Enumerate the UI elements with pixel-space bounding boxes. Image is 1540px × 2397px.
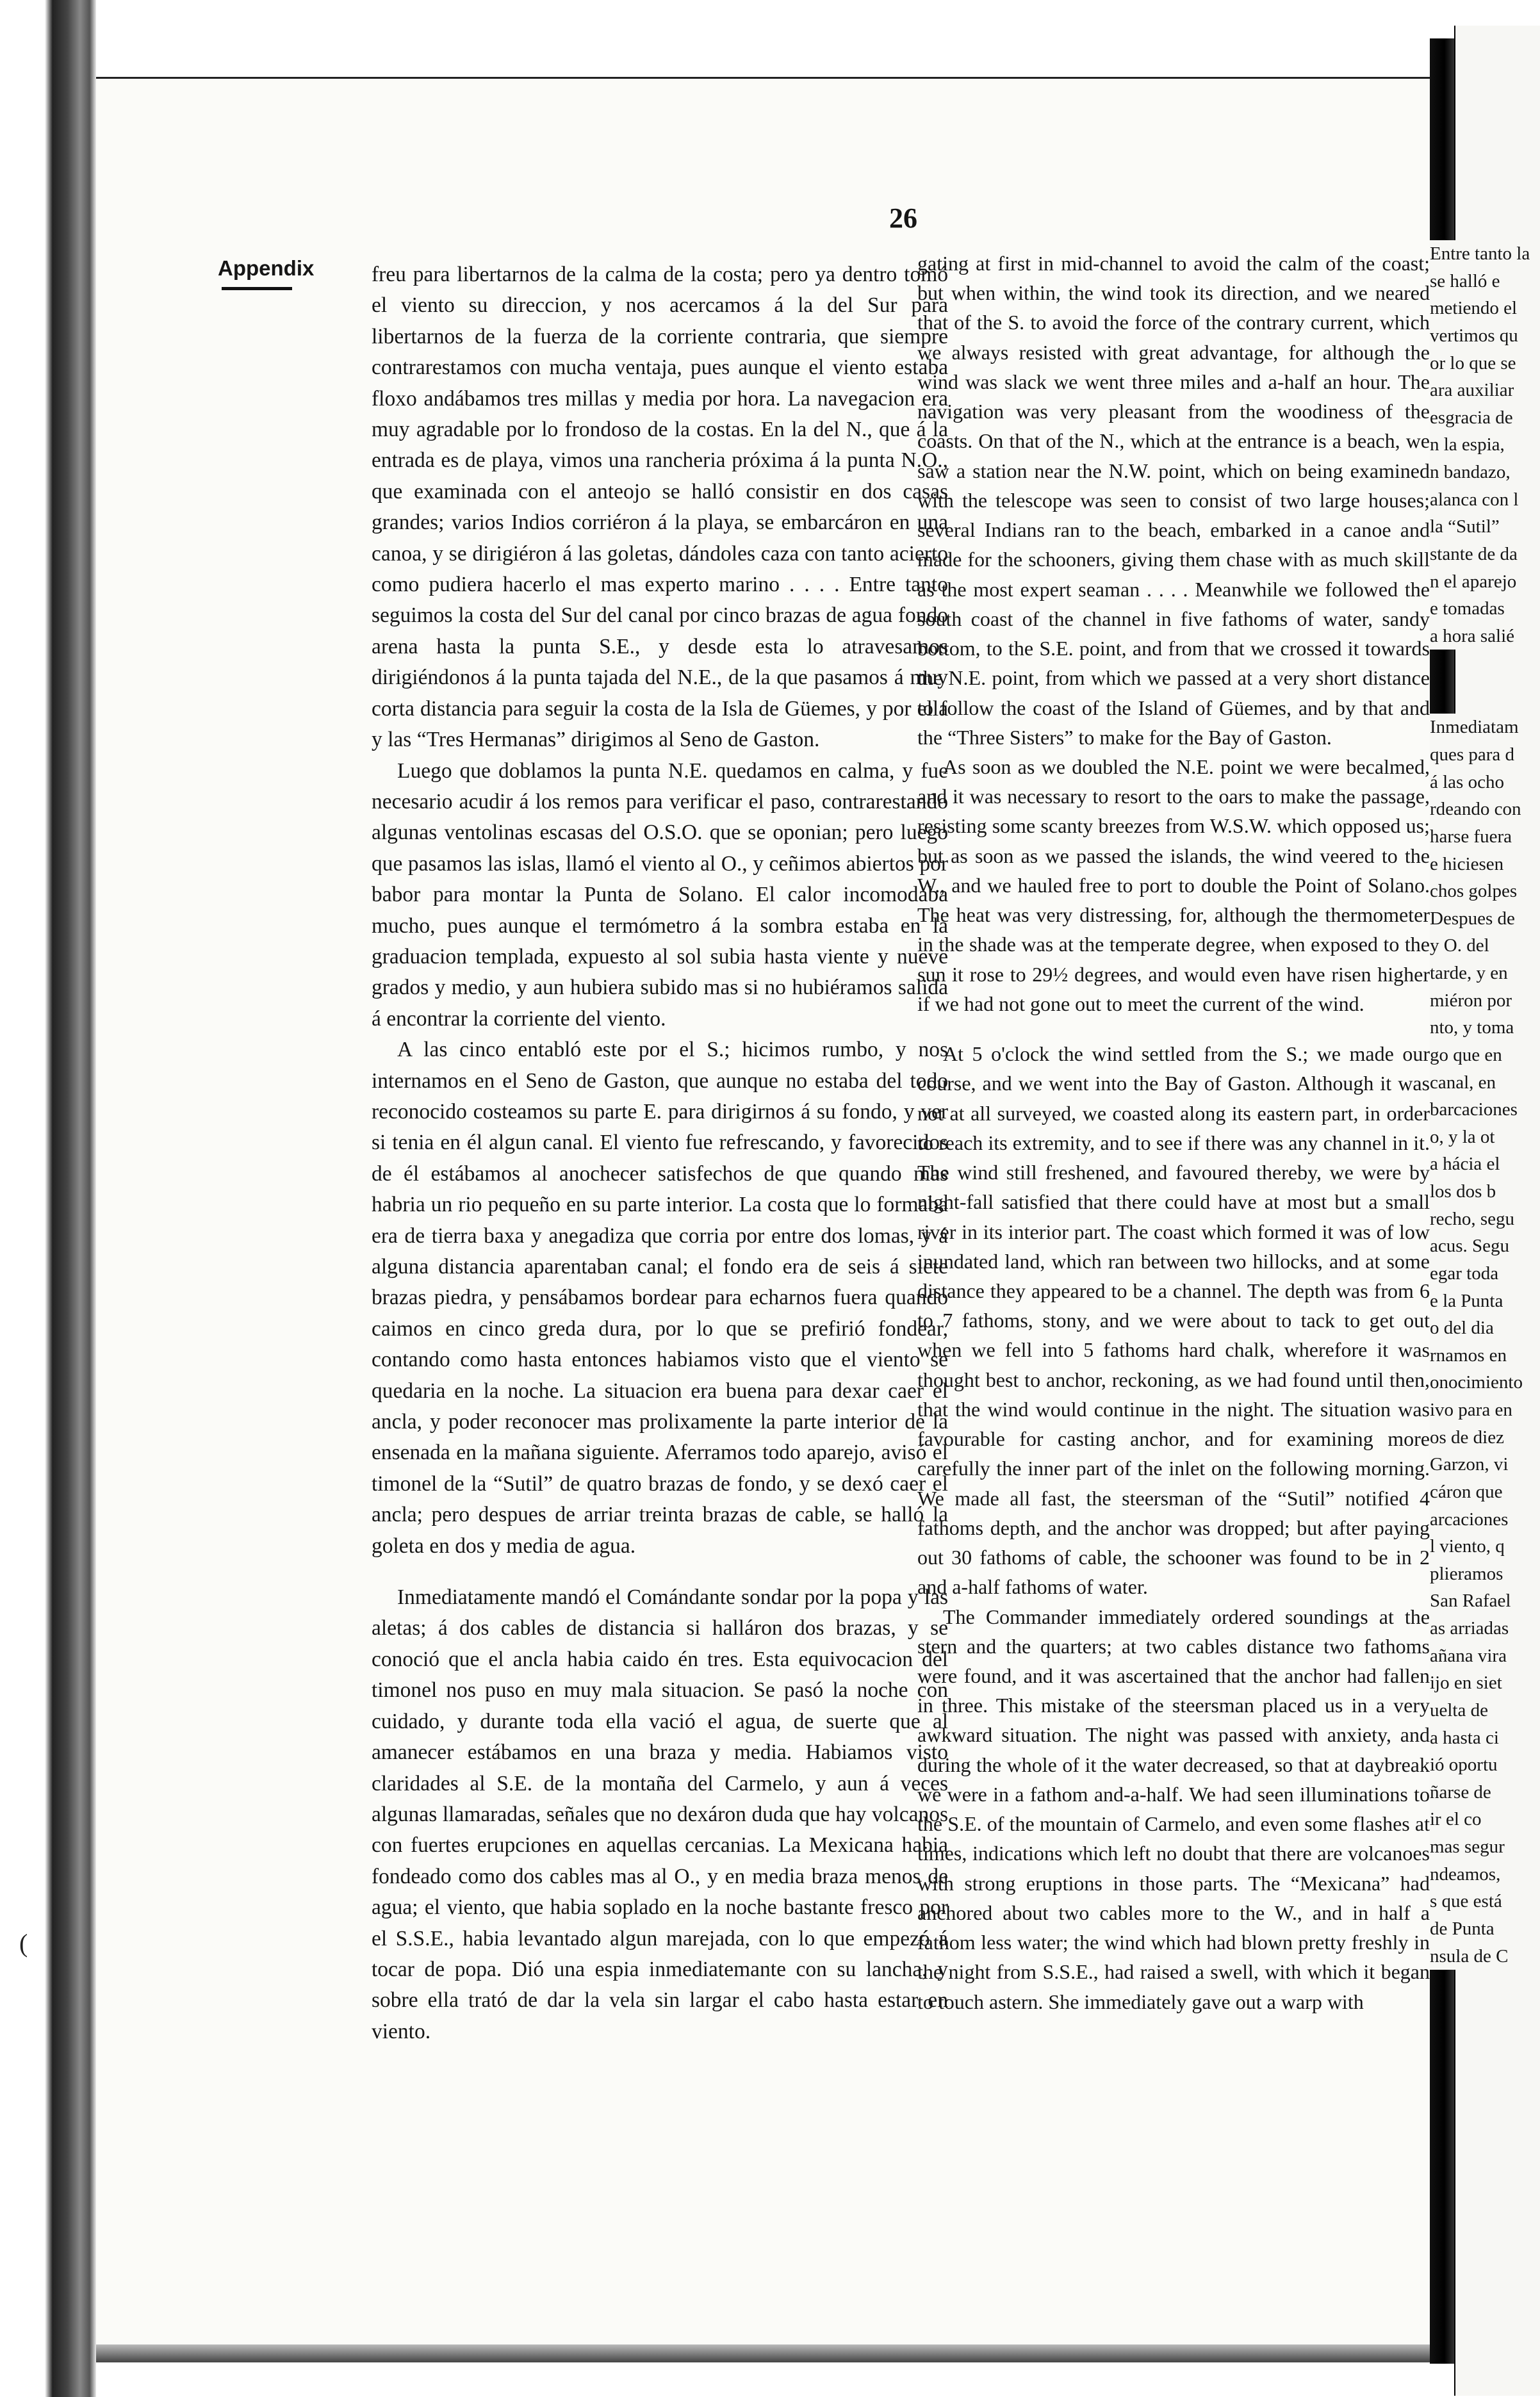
facing-page-line: miéron por <box>1430 987 1539 1015</box>
facing-page-line: á las ocho <box>1430 769 1539 796</box>
facing-page-line: y O. del <box>1430 932 1539 960</box>
facing-page-line: ques para d <box>1430 741 1539 769</box>
facing-page-line: s que está <box>1430 1888 1539 1915</box>
facing-page-line: ivo para en <box>1430 1396 1539 1424</box>
scan-left-edge <box>0 0 96 2397</box>
facing-page-line: cáron que <box>1430 1478 1539 1506</box>
facing-page-line: rnamos en <box>1430 1342 1539 1370</box>
facing-page-line: ndeamos, <box>1430 1861 1539 1888</box>
facing-page-line: egar toda <box>1430 1260 1539 1288</box>
facing-page-line: e hiciesen <box>1430 851 1539 878</box>
facing-page-line: Garzon, vi <box>1430 1451 1539 1478</box>
facing-page-line: recho, segu <box>1430 1206 1539 1233</box>
facing-page-line: añana vira <box>1430 1642 1539 1670</box>
facing-page-line: metiendo el <box>1430 295 1539 322</box>
facing-page-line: e tomadas <box>1430 595 1539 623</box>
facing-page-line: l viento, q <box>1430 1533 1539 1560</box>
english-text-column <box>917 249 1430 2017</box>
facing-page-line: a hora salié <box>1430 623 1539 650</box>
facing-page-line: plieramos <box>1430 1560 1539 1588</box>
facing-page-line: harse fuera <box>1430 823 1539 851</box>
facing-page-line: chos golpes <box>1430 878 1539 905</box>
facing-page-line: tarde, y en <box>1430 960 1539 987</box>
facing-page-column <box>1430 240 1539 1970</box>
facing-page-line: os de diez <box>1430 1424 1539 1452</box>
facing-page-line: rdeando con <box>1430 796 1539 823</box>
facing-page-line: Inmediatam <box>1430 714 1539 741</box>
facing-page-line: o del dia <box>1430 1314 1539 1342</box>
english-paragraph: gating at first in mid-channel to avoid the calm of the coast; but when within, the wind took its direction, and we neared that of the S. to avoid the force of the contrary current, which we always resisted with great advantage, for although the wind was slack we went three miles and a-half an hour. The navigation was very pleasant from the woodiness of the coasts. On that of the N., which at the entrance is a beach, we saw a station near the N.W. point, which on being examined with the telescope was seen to consist of two large houses; several Indians ran to the beach, embarked in a canoe and made for the schooners, giving them chase with as much skill as the most expert seaman . . . . Meanwhile we followed the south coast of the channel in five fathoms of water, sandy bottom, to the S.E. point, and from that we crossed it towards the N.E. point, from which we passed at a very short distance to follow the coast of the Island of Güemes, and by that and the “Three Sisters” to make for the Bay of Gaston. <box>917 252 1430 749</box>
spanish-paragraph: Inmediatamente mandó el Comándante sondar por la popa y las aletas; á dos cables de distancia si halláron dos brazas, y se conoció que el ancla habia caido én tres. Esta equivocacion del timonel nos puso en muy mala situacion. Se pasó la noche con cuidado, y durante toda ella vació el agua, de suerte que al amanecer estábamos en una braza y media. Habiamos visto claridades al S.E. de la montaña del Carmelo, y aun á veces algunas llamaradas, señales que no dexáron duda que hay volcanos con fuertes erupciones en aquellas cercanias. La Mexicana habia fondeado como dos cables mas al O., y en media braza menos de agua; el viento, que habia soplado en la noche bastante fresco por el S.S.E., habia levantado algun marejada, con lo que empezó á tocar de popa. Dió una espia inmediatemante con su lancha, y sobre ella trató de dar la vela sin largar el cabo hasta estar en viento. <box>372 1585 948 2043</box>
margin-note-appendix: Appendix <box>218 256 315 280</box>
facing-page-line: a hácia el <box>1430 1150 1539 1178</box>
facing-page-line: e la Punta <box>1430 1288 1539 1315</box>
facing-page-line: San Rafael <box>1430 1587 1539 1615</box>
facing-page-line: ara auxiliar <box>1430 377 1539 404</box>
facing-page-line: or lo que se <box>1430 350 1539 377</box>
facing-page-line: alanca con l <box>1430 486 1539 514</box>
facing-page-line: a hasta ci <box>1430 1724 1539 1752</box>
spanish-text-column <box>372 259 948 2047</box>
facing-page-line: se halló e <box>1430 268 1539 295</box>
scan-mark: ( <box>19 1929 28 1958</box>
spanish-paragraph: A las cinco entabló este por el S.; hicimos rumbo, y nos internamos en el Seno de Gaston, que aunque no estaba del todo reconocido costeamos su parte E. para dirigirnos á su fondo, y ver si tenia en él algun canal. El viento fue refrescando, y favorecidos de él estábamos al anochecer satisfechos de que quando mas habria un rio pequeño en su parte interior. La costa que lo formaba era de tierra baxa y anegadiza que corria por entre dos lomas, y á alguna distancia aparentaban canal; el fondo era de seis á siete brazas piedra, y pensábamos bordear para echarnos fuera quando caimos en cinco greda dura, por lo que se prefirió fondear, contando como hasta entonces habiamos visto que el viento se quedaria en la noche. La situacion era buena para dexar caer el ancla, y poder reconocer mas prolixamente la parte interior de la ensenada en la mañana siguiente. Aferramos todo aparejo, avisó el timonel de la “Sutil” de quatro brazas de fondo, y se dexó caer el ancla; pero despues de arriar treinta brazas de cable, se halló la goleta en dos y media de agua. <box>372 1038 948 1558</box>
spanish-paragraph: freu para libertarnos de la calma de la costa; pero ya dentro tomó el viento su direccion, y nos acercamos á la del Sur para libertarnos de la fuerza de la corriente contraria, que siempre contrarestamos con mucha ventaja, pues aunque el viento estaba floxo andábamos tres millas y media por hora. La navegacion era muy agradable por lo frondoso de la costas. En la del N., que á la entrada es de playa, vimos una rancheria próxima á la punta N.O., que examinada con el anteojo se halló consistir en dos casas grandes; varios Indios corriéron á la playa, se embarcáron en una canoa, y se dirigiéron á las goletas, dándoles caza con tanto acierto como pudiera hacerlo el mas experto marino . . . . Entre tanto seguimos la costa del Sur del canal por cinco brazas de agua fondo arena hasta la punta S.E., y desde esta lo atravesamos dirigiéndonos á la punta tajada del N.E., de la que pasamos á muy corta distancia para seguir la costa de la Isla de Güemes, y por ella y las “Tres Hermanas” dirigimos al Seno de Gaston. <box>372 263 948 752</box>
english-paragraph: The Commander immediately ordered soundings at the stern and the quarters; at two cables distance two fathoms were found, and it was ascertained that the anchor had fallen in three. This mistake of the steersman placed us in a very awkward situation. The night was passed with anxiety, and during the whole of it the water decreased, so that at daybreak we were in a fathom and-a-half. We had seen illuminations to the S.E. of the mountain of Carmelo, and even some flashes at times, indications which left no doubt that there are volcanoes with strong eruptions in those parts. The “Mexicana” had anchored about two cables more to the W., and in half a fathom less water; the wind which had blown pretty freshly in the night from S.S.E., had raised a swell, with which it began to touch astern. She immediately gave out a warp with <box>917 1605 1430 2013</box>
facing-page-line: nto, y toma <box>1430 1014 1539 1042</box>
facing-page-line: nsula de C <box>1430 1943 1539 1970</box>
facing-page-line: acus. Segu <box>1430 1232 1539 1260</box>
facing-page-line: los dos b <box>1430 1178 1539 1206</box>
facing-page-line: ijo en siet <box>1430 1669 1539 1697</box>
facing-page-line: la “Sutil” <box>1430 513 1539 541</box>
facing-page-line: go que en <box>1430 1042 1539 1069</box>
facing-page-line: mas segur <box>1430 1833 1539 1861</box>
spanish-paragraph: Luego que doblamos la punta N.E. quedamos en calma, y fue necesario acudir á los remos para verificar el paso, contrarestando algunas ventolinas escasas del O.S.O. que se oponian; pero luego que pasamos las islas, llamó el viento al O., y ceñimos abiertos por babor para montar la Punta de Solano. El calor incomodaba mucho, pues aunque el termómetro á la sombra estaba en la graduacion templada, expuesto al sol subia hasta viente y nueve grados y medio, y aun hubiera subido mas si no hubiéramos salida á encontrar la corriente del viento. <box>372 758 948 1031</box>
english-paragraph: At 5 o'clock the wind settled from the S.; we made our course, and we went into the Bay of Gaston. Although it was not at all surveyed, we coasted along its eastern part, in order to reach its extremity, and to see if there was any channel in it. The wind still freshened, and favoured thereby, we were by night-fall satisfied that there could have at most but a small river in its interior part. The coast which formed it was of low inundated land, which ran between two hillocks, and at some distance they appeared to be a channel. The depth was from 6 to 7 fathoms, stony, and we were about to tack to get out when we fell into 5 fathoms hard chalk, wherefore it was thought best to anchor, reckoning, as we had found until then, that the wind would continue in the night. The situation was favourable for casting anchor, and for examining more carefully the inner part of the inlet on the following morning. We made all fast, the steersman of the “Sutil” notified 4 fathoms depth, and the anchor was dropped; but after paying out 30 fathoms of cable, the schooner was found to be in 2 and a-half fathoms of water. <box>917 1042 1430 1599</box>
facing-page-line: vertimos qu <box>1430 322 1539 350</box>
facing-page-line: n el aparejo <box>1430 568 1539 596</box>
facing-page-line: canal, en <box>1430 1069 1539 1097</box>
page-number: 26 <box>889 202 917 234</box>
english-paragraph: As soon as we doubled the N.E. point we were becalmed, and it was necessary to resort to the oars to make the passage, resisting some scanty breezes from W.S.W. which opposed us; but as soon as we passed the islands, the wind veered to the W., and we hauled free to port to double the Point of Solano. The heat was very distressing, for, although the thermometer in the shade was at the temperate degree, when exposed to the sun it rose to 29½ degrees, and would even have risen higher if we had not gone out to meet the current of the wind. <box>917 755 1430 1015</box>
facing-page-line: n la espia, <box>1430 431 1539 459</box>
facing-page-line: Despues de <box>1430 905 1539 933</box>
facing-page-line: uelta de <box>1430 1697 1539 1724</box>
margin-note-rule <box>222 287 292 290</box>
facing-page-line: de Punta <box>1430 1915 1539 1943</box>
facing-page-line: arcaciones <box>1430 1506 1539 1534</box>
facing-page-line: Entre tanto la <box>1430 240 1539 268</box>
facing-page-line: esgracia de <box>1430 404 1539 432</box>
facing-page-line: ñarse de <box>1430 1779 1539 1806</box>
facing-page-line: n bandazo, <box>1430 459 1539 486</box>
facing-page-line: ir el co <box>1430 1806 1539 1833</box>
facing-page-line: ió oportu <box>1430 1751 1539 1779</box>
facing-page-line: onocimiento <box>1430 1369 1539 1396</box>
facing-page-line: o, y la ot <box>1430 1124 1539 1151</box>
page-bottom-edge <box>96 2344 1441 2362</box>
facing-page-line: barcaciones <box>1430 1096 1539 1124</box>
facing-page-line: as arriadas <box>1430 1615 1539 1642</box>
facing-page-line: stante de da <box>1430 541 1539 568</box>
